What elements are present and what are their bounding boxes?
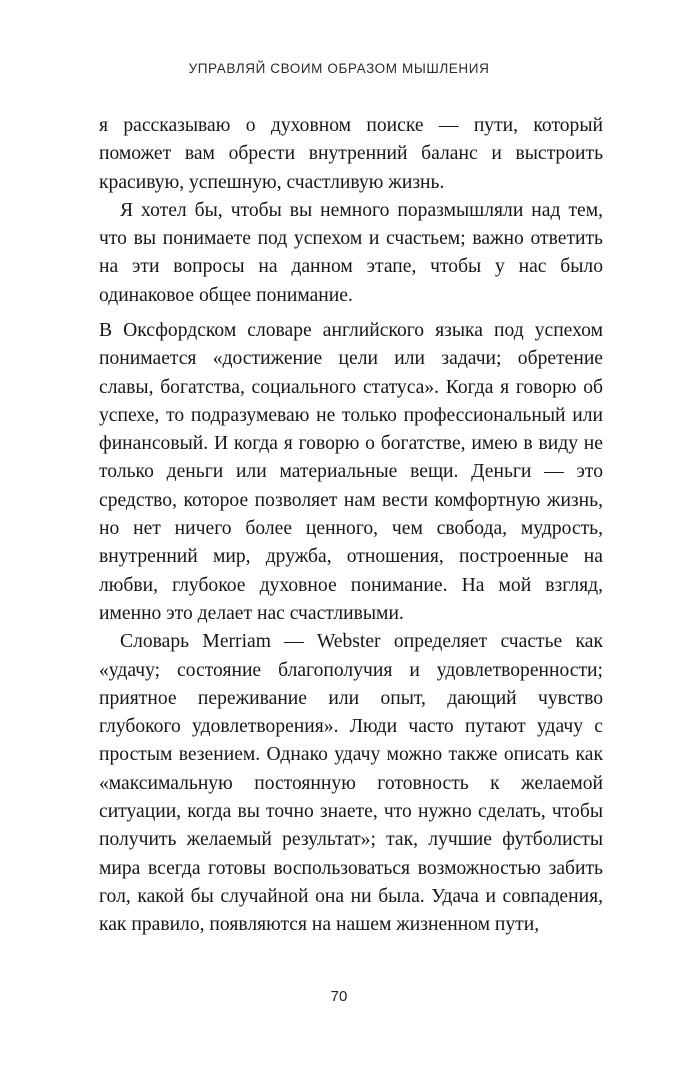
paragraph-merriam-webster-definition: Словарь Merriam — Webster определяет счастье как «удачу; состояние благополучия и удовлетворенности; приятное переживание или опыт, дающий чувство глубокого удовлетворения». Люди часто путают удачу с простым везением. Однако удачу можно также описать как «максимальную постоянную готовность к желаемой ситуации, когда вы точно знаете, что нужно сделать, чтобы получить желаемый результат»; так, лучшие футболисты мира всегда готовы воспользоваться возможностью забить гол, какой бы случайной она ни была. Удача и совпадения, как правило, появляются на нашем жизненном пути,	[99, 631, 603, 936]
paragraph-continued: я рассказываю о духовном поиске — пути, который поможет вам обрести внутренний баланс и выстроить красивую, успешную, счастливую жизнь.	[99, 115, 603, 193]
text-block-1	[99, 112, 603, 310]
text-block-2	[99, 317, 603, 940]
paragraph-oxford-definition: В Оксфордском словаре английского языка под успехом понимается «достижение цели или задачи; обретение славы, богатства, социального статуса». Когда я говорю об успехе, то подразумеваю не только профессиональный или финансовый. И когда я говорю о богатстве, имею в виду не только деньги или материальные вещи. Деньги — это средство, которое позволяет нам вести комфортную жизнь, но нет ничего более ценного, чем свобода, мудрость, внутренний мир, дружба, отношения, построенные на любви, глубокое духовное понимание. На мой взгляд, именно это делает нас счастливыми.	[99, 320, 603, 624]
page-number: 70	[330, 988, 348, 1005]
paragraph-success-happiness: Я хотел бы, чтобы вы немного поразмышляли над тем, что вы понимаете под успехом и счастьем; важно ответить на эти вопросы на данном этапе, чтобы у нас было одинаковое общее понимание.	[99, 199, 603, 306]
running-header: УПРАВЛЯЙ СВОИМ ОБРАЗОМ МЫШЛЕНИЯ	[188, 61, 490, 76]
